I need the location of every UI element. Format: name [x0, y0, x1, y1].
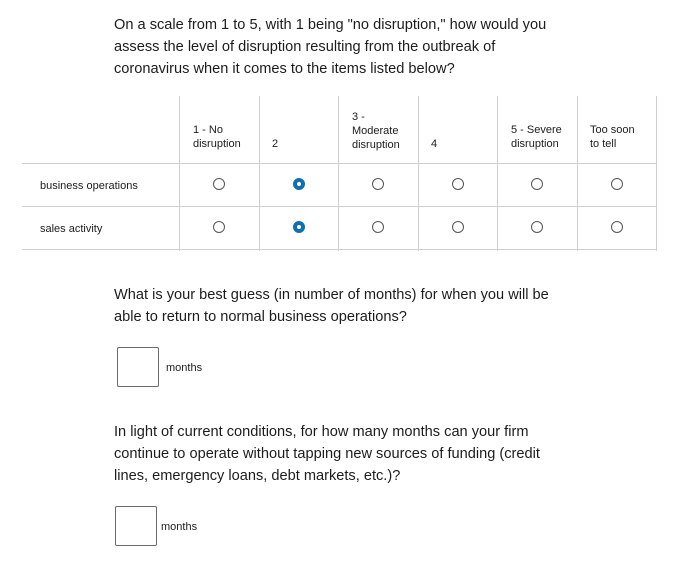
column-header-3-moderate-disruption: [352, 110, 400, 152]
grid-line: [577, 96, 578, 251]
column-header-line: 1 - No: [193, 124, 223, 136]
column-header-too-soon-to-tell: [590, 123, 635, 151]
grid-line: [418, 96, 419, 251]
column-header-1-no-disruption: [193, 123, 241, 151]
column-header-line: disruption: [352, 139, 400, 151]
radio-sales-activity-4[interactable]: [452, 221, 464, 233]
question-return-to-normal: What is your best guess (in number of months) for when you will be able to return to normal business operations?: [114, 287, 549, 325]
grid-line: [338, 96, 339, 251]
radio-sales-activity-5[interactable]: [531, 221, 543, 233]
grid-line: [22, 249, 657, 250]
column-header-line: 5 - Severe: [511, 124, 562, 136]
funding-months-unit-label: months: [161, 521, 198, 533]
radio-sales-activity-too-soon[interactable]: [611, 221, 623, 233]
radio-business-operations-4[interactable]: [452, 178, 464, 190]
column-header-line: Too soon: [590, 124, 635, 136]
column-header-line: 2: [272, 138, 279, 150]
column-header-4: [431, 137, 437, 151]
return-months-input[interactable]: [117, 347, 159, 387]
radio-sales-activity-3[interactable]: [372, 221, 384, 233]
grid-line: [259, 96, 260, 251]
radio-sales-activity-2[interactable]: [293, 221, 305, 233]
column-header-5-severe-disruption: [511, 123, 562, 151]
radio-business-operations-2[interactable]: [293, 178, 305, 190]
column-header-line: disruption: [511, 138, 559, 150]
grid-line: [656, 96, 657, 251]
radio-business-operations-3[interactable]: [372, 178, 384, 190]
radio-business-operations-too-soon[interactable]: [611, 178, 623, 190]
funding-months-input[interactable]: [115, 506, 157, 546]
grid-line: [22, 163, 657, 164]
disruption-matrix-table: [22, 96, 657, 251]
row-label-sales-activity: sales activity: [40, 223, 103, 235]
radio-sales-activity-1[interactable]: [213, 221, 225, 233]
radio-business-operations-5[interactable]: [531, 178, 543, 190]
row-label-business-operations: business operations: [40, 180, 138, 192]
column-header-line: disruption: [193, 138, 241, 150]
column-header-line: Moderate: [352, 125, 399, 137]
grid-line: [179, 96, 180, 251]
column-header-line: to tell: [590, 138, 617, 150]
question-disruption-scale: On a scale from 1 to 5, with 1 being "no disruption," how would you assess the level of disruption resulting from the outbreak of coronavirus when it comes to the items listed below?: [114, 17, 547, 77]
radio-business-operations-1[interactable]: [213, 178, 225, 190]
grid-line: [22, 206, 657, 207]
grid-line: [497, 96, 498, 251]
column-header-line: 3 -: [352, 111, 365, 123]
column-header-2: [272, 137, 278, 151]
question-funding-runway: In light of current conditions, for how many months can your firm continue to operate without tapping new sources of funding (credit lines, emergency loans, debt markets, etc.)?: [114, 424, 540, 484]
return-months-unit-label: months: [166, 362, 203, 374]
column-header-line: 4: [431, 138, 438, 150]
